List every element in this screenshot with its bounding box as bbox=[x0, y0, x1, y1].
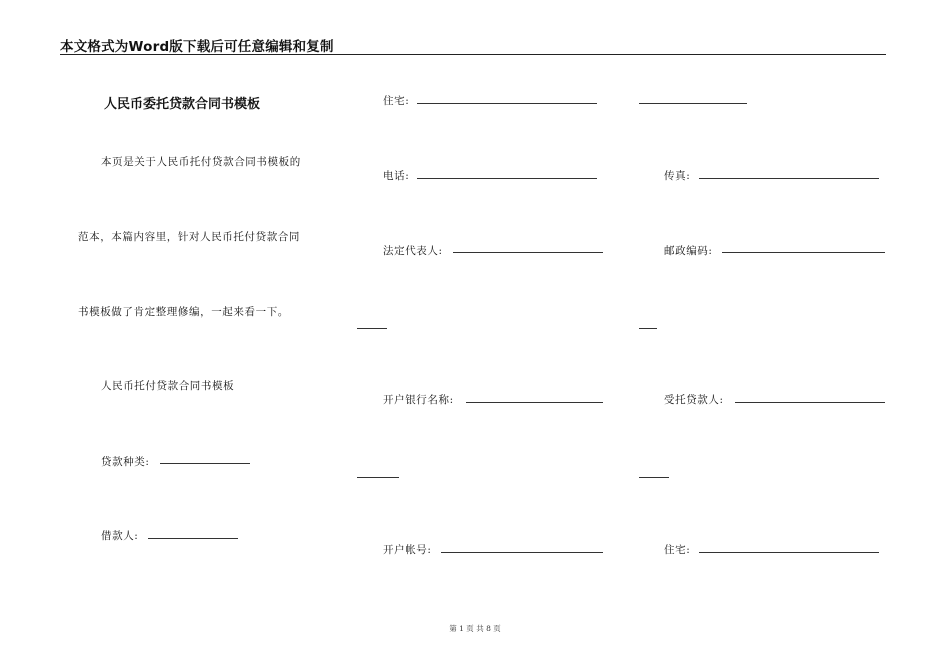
address-label-2: 住宅: bbox=[664, 544, 691, 556]
account-no-label: 开户帐号: bbox=[383, 544, 432, 556]
entrusting-lender-label: 受托贷款人: bbox=[664, 394, 724, 406]
legal-rep-label: 法定代表人: bbox=[383, 245, 443, 257]
intro-line-3: 书模板做了肯定整理修编，一起来看一下。 bbox=[78, 306, 289, 318]
page-header bbox=[60, 34, 886, 55]
header-text: 本文格式为Word版下载后可任意编辑和复制 bbox=[60, 39, 334, 55]
bank-name-label: 开户银行名称: bbox=[383, 394, 454, 406]
continuation-blank-right-3 bbox=[639, 477, 669, 478]
page-footer: 第 1 页 共 8 页 bbox=[449, 624, 501, 633]
address-label-1: 住宅: bbox=[383, 95, 410, 107]
bank-name-blank bbox=[466, 402, 603, 403]
continuation-blank-right-2 bbox=[639, 328, 657, 329]
fax-blank bbox=[699, 178, 879, 179]
borrower-label: 借款人: bbox=[101, 530, 139, 542]
continuation-blank-mid-2 bbox=[357, 477, 399, 478]
phone-blank bbox=[417, 178, 597, 179]
intro-line-2: 范本，本篇内容里，针对人民币托付贷款合同 bbox=[78, 231, 300, 243]
borrower-blank bbox=[148, 538, 238, 539]
address-blank-1 bbox=[417, 103, 597, 104]
fax-label: 传真: bbox=[664, 170, 691, 182]
postal-code-blank bbox=[722, 252, 885, 253]
account-no-blank bbox=[441, 552, 603, 553]
phone-label: 电话: bbox=[383, 170, 410, 182]
postal-code-label: 邮政编码: bbox=[664, 245, 713, 257]
intro-line-1: 本页是关于人民币托付贷款合同书模板的 bbox=[101, 156, 301, 168]
entrusting-lender-blank bbox=[735, 402, 885, 403]
continuation-blank-mid-1 bbox=[357, 328, 387, 329]
document-title: 人民币委托贷款合同书模板 bbox=[104, 97, 261, 112]
loan-type-blank bbox=[160, 463, 250, 464]
section-heading: 人民币托付贷款合同书模板 bbox=[101, 380, 235, 392]
legal-rep-blank bbox=[453, 252, 603, 253]
loan-type-label: 贷款种类: bbox=[101, 456, 150, 468]
continuation-blank-right-1 bbox=[639, 103, 747, 104]
address-blank-2 bbox=[699, 552, 879, 553]
